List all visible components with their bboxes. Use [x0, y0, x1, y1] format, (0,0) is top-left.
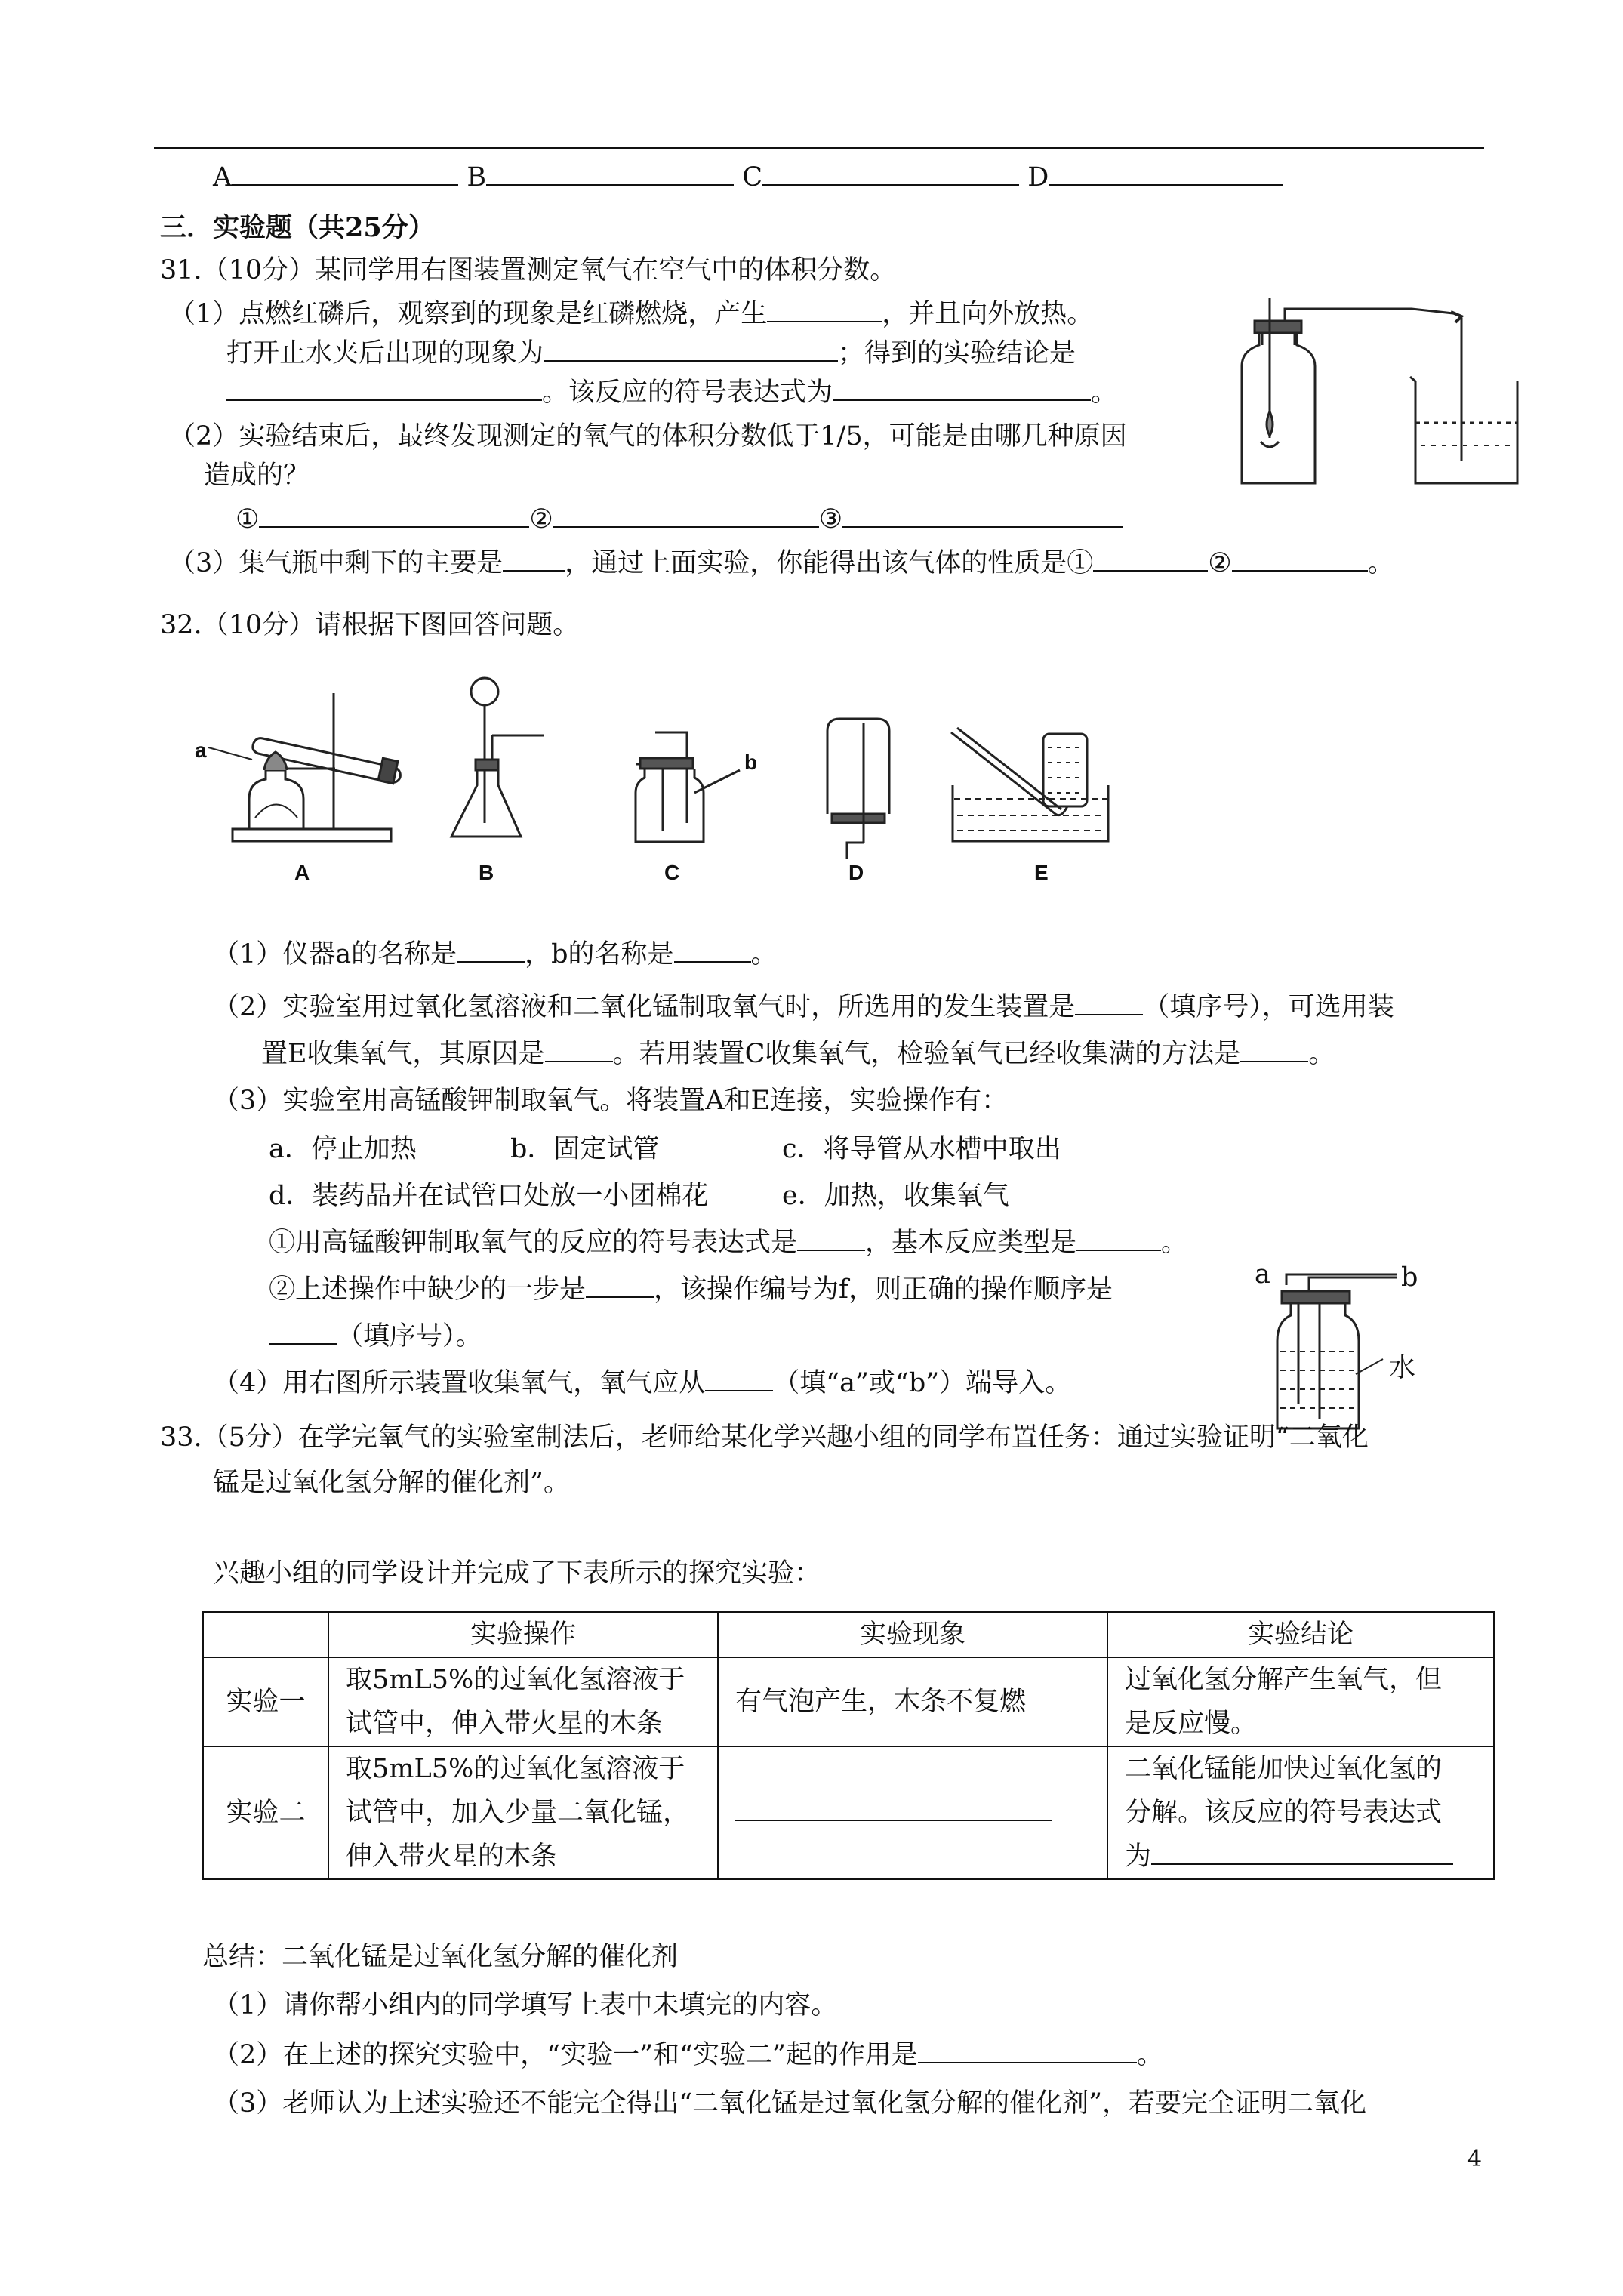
q32-part4: （4）用右图所示装置收集氧气，氧气应从 （填“a”或“b”）端导入。	[213, 1368, 1072, 1398]
row-phenomenon-blank-cell	[718, 1746, 1107, 1879]
apparatus-e	[950, 725, 1116, 846]
q32-op-d: d．装药品并在试管口处放一小团棉花	[269, 1181, 709, 1211]
apparatus-label-c: C	[664, 861, 680, 884]
q33-stem-line2: 锰是过氧化氢分解的催化剂”。	[213, 1468, 570, 1498]
table-header-phenomenon: 实验现象	[718, 1612, 1107, 1657]
apparatus-label-a: A	[294, 861, 310, 884]
bottle-label-b: b	[1401, 1262, 1418, 1293]
table-row	[203, 1657, 1494, 1746]
apparatus-label-e: E	[1034, 861, 1049, 884]
q32-blank-kmno4-equation[interactable]	[797, 1227, 865, 1251]
q32-part2-line1: （2）实验室用过氧化氢溶液和二氧化锰制取氧气时，所选用的发生装置是 （填序号），可选用装	[213, 992, 1394, 1022]
q32-part1: （1）仪器a的名称是 ，b的名称是 。	[213, 939, 778, 969]
apparatus-b	[447, 672, 553, 846]
header-rule	[154, 147, 1484, 149]
answer-label-a: A	[213, 162, 233, 193]
q31-blank-property1[interactable]	[1093, 547, 1208, 572]
q33-part2: （2）在上述的探究实验中，“实验一”和“实验二”起的作用是 。	[213, 2040, 1163, 2070]
q31-part2-line2: 造成的？	[204, 461, 310, 491]
row-name: 实验一	[203, 1657, 328, 1746]
page-number: 4	[1467, 2146, 1483, 2172]
row-operation: 取5mL5%的过氧化氢溶液于 试管中，伸入带火星的木条	[328, 1657, 718, 1746]
label-a-instrument: a	[195, 738, 207, 762]
q32-op-b: b．固定试管	[510, 1134, 660, 1164]
q31-part3: （3）集气瓶中剩下的主要是 ，通过上面实验，你能得出该气体的性质是① ② 。	[169, 548, 1394, 578]
q31-blank-reason3[interactable]	[842, 504, 1123, 528]
q32-op-a: a．停止加热	[269, 1134, 417, 1164]
q31-blank-equation[interactable]	[833, 377, 1091, 401]
apparatus-label-b: B	[479, 861, 494, 884]
row-operation: 取5mL5%的过氧化氢溶液于 试管中，加入少量二氧化锰， 伸入带火星的木条	[328, 1746, 718, 1879]
row-name: 实验二	[203, 1746, 328, 1879]
q31-blank-property2[interactable]	[1232, 547, 1368, 572]
experiment-table	[202, 1611, 1495, 1880]
oxygen-measurement-apparatus	[1223, 298, 1525, 495]
q32-op-e: e．加热，收集氧气	[782, 1181, 1009, 1211]
row-conclusion: 二氧化锰能加快过氧化氢的 分解。该反应的符号表达式 为	[1107, 1746, 1494, 1879]
bottle-label-a: a	[1255, 1259, 1270, 1290]
q31-blank-phenomenon[interactable]	[544, 337, 838, 362]
q33-stem-line1: 33.（5分）在学完氧气的实验室制法后，老师给某化学兴趣小组的同学布置任务：通过实验证明“二氧化	[160, 1422, 1369, 1453]
answer-blank-d[interactable]	[1049, 162, 1283, 186]
label-b-instrument: b	[744, 750, 758, 774]
q33-part3: （3）老师认为上述实验还不能完全得出“二氧化锰是过氧化氢分解的催化剂”，若要完全证明二氧化	[213, 2088, 1367, 2119]
leader-line-a	[208, 743, 261, 766]
apparatus-c	[634, 680, 758, 846]
q31-part2-line1: （2）实验结束后，最终发现测定的氧气的体积分数低于1/5，可能是由哪几种原因	[169, 421, 1127, 451]
q31-blank-smoke[interactable]	[767, 298, 882, 322]
answer-label-b: B	[467, 162, 487, 193]
q32-blank-reason[interactable]	[545, 1038, 613, 1062]
q32-blank-inlet[interactable]	[705, 1367, 773, 1391]
q32-blank-check-full[interactable]	[1240, 1038, 1308, 1062]
q33-summary: 总结：二氧化锰是过氧化氢分解的催化剂	[202, 1942, 679, 1972]
q32-blank-order[interactable]	[269, 1321, 337, 1345]
q31-stem: 31.（10分）某同学用右图装置测定氧气在空气中的体积分数。	[160, 255, 897, 285]
q31-blank-conclusion[interactable]	[226, 377, 542, 401]
q31-reasons: ① ② ③	[236, 503, 1123, 536]
section-title: 三．实验题（共25分）	[160, 212, 435, 243]
q31-blank-reason1[interactable]	[259, 504, 529, 528]
q33-blank-phenomenon[interactable]	[735, 1797, 1052, 1821]
table-header-conclusion: 实验结论	[1107, 1612, 1494, 1657]
apparatus-d	[824, 716, 892, 867]
q32-part3: （3）实验室用高锰酸钾制取氧气。将装置A和E连接，实验操作有：	[213, 1086, 1009, 1116]
answer-label-d: D	[1027, 162, 1049, 193]
q32-blank-generator[interactable]	[1075, 991, 1143, 1015]
row-conclusion: 过氧化氢分解产生氧气，但 是反应慢。	[1107, 1657, 1494, 1746]
q32-blank-b-name[interactable]	[674, 938, 751, 963]
q32-part2-line2: 置E收集氧气，其原因是 。若用装置C收集氧气，检验氧气已经收集满的方法是 。	[261, 1039, 1335, 1069]
q31-part1-line2: 打开止水夹后出现的现象为 ；得到的实验结论是	[226, 338, 1076, 368]
answer-blank-a[interactable]	[232, 162, 458, 186]
apparatus-label-d: D	[848, 861, 864, 884]
q31-blank-remaining-gas[interactable]	[503, 547, 565, 572]
q32-sub2-line1: ②上述操作中缺少的一步是 ，该操作编号为f，则正确的操作顺序是	[269, 1274, 1113, 1305]
q33-blank-role[interactable]	[918, 2039, 1137, 2063]
answer-label-c: C	[742, 162, 763, 193]
table-row	[203, 1746, 1494, 1879]
q33-intro: 兴趣小组的同学设计并完成了下表所示的探究实验：	[213, 1558, 821, 1589]
q33-part1: （1）请你帮小组内的同学填写上表中未填完的内容。	[213, 1990, 838, 2020]
q31-blank-reason2[interactable]	[553, 504, 819, 528]
q32-blank-missing-step[interactable]	[586, 1274, 654, 1298]
q31-part1-line1: （1）点燃红磷后，观察到的现象是红磷燃烧，产生 ，并且向外放热。	[169, 299, 1094, 329]
bottle-label-water: 水	[1389, 1353, 1416, 1383]
q32-blank-a-name[interactable]	[457, 938, 525, 963]
table-header-operation: 实验操作	[328, 1612, 718, 1657]
table-header-row	[203, 1612, 1494, 1657]
q32-blank-reaction-type[interactable]	[1076, 1227, 1161, 1251]
q32-stem: 32.（10分）请根据下图回答问题。	[160, 610, 580, 640]
q32-sub2-line2: （填序号）。	[269, 1320, 482, 1353]
q31-part1-line3: 。该反应的符号表达式为 。	[226, 376, 1117, 409]
apparatus-a	[219, 686, 415, 848]
answer-blank-c[interactable]	[762, 162, 1019, 186]
row-phenomenon: 有气泡产生，木条不复燃	[718, 1657, 1107, 1746]
q33-blank-equation[interactable]	[1151, 1841, 1453, 1865]
table-header-blank	[203, 1612, 328, 1657]
answer-line	[213, 161, 1283, 194]
q32-op-c: c．将导管从水槽中取出	[782, 1134, 1061, 1164]
q32-sub1: ①用高锰酸钾制取氧气的反应的符号表达式是 ，基本反应类型是 。	[269, 1228, 1188, 1258]
answer-blank-b[interactable]	[486, 162, 734, 186]
